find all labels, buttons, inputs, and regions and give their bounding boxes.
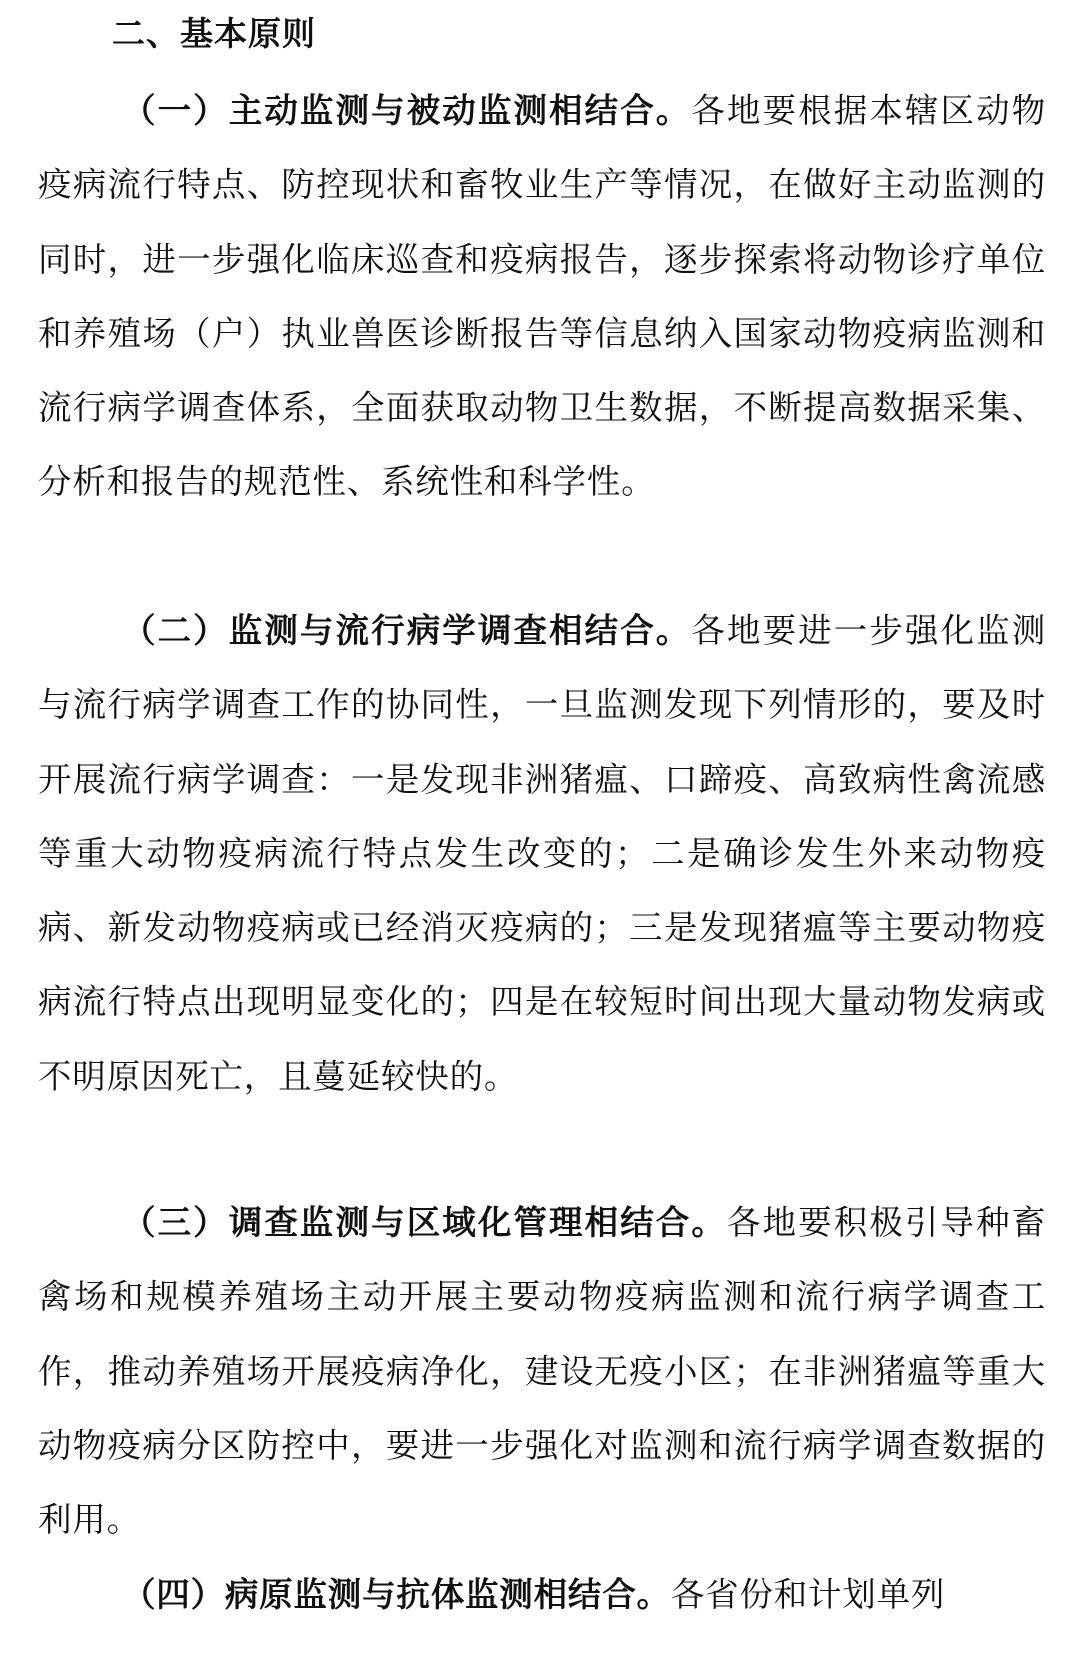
- principle-paragraph-3: [38, 1186, 1046, 1557]
- principle-body-1: 各地要根据本辖区动物疫病流行特点、防控现状和畜牧业生产等情况，在做好主动监测的同时，进一步强化临床巡查和疫病报告，逐步探索将动物诊疗单位和养殖场（户）执业兽医诊断报告等信息纳入国家动物疫病监测和流行病学调查体系，全面获取动物卫生数据，不断提高数据采集、分析和报告的规范性、系统性和科学性。: [38, 91, 1046, 502]
- principle-title-3: （三）调查监测与区域化管理相结合。: [122, 1203, 727, 1242]
- principle-body-4: 各省份和计划单列: [670, 1575, 946, 1614]
- principle-paragraph-2: [38, 594, 1046, 1114]
- principle-body-3: 各地要积极引导种畜禽场和规模养殖场主动开展主要动物疫病监测和流行病学调查工作，推动养殖场开展疫病净化，建设无疫小区；在非洲猪瘟等重大动物疫病分区防控中，要进一步强化对监测和流行病学调查数据的利用。: [38, 1203, 1046, 1540]
- principle-title-1: （一）主动监测与被动监测相结合。: [122, 91, 692, 130]
- principle-title-2: （二）监测与流行病学调查相结合。: [122, 611, 692, 650]
- section-heading: 二、基本原则: [112, 14, 316, 53]
- principle-paragraph-1: [38, 74, 1046, 520]
- principle-body-2: 各地要进一步强化监测与流行病学调查工作的协同性，一旦监测发现下列情形的，要及时开展流行病学调查：一是发现非洲猪瘟、口蹄疫、高致病性禽流感等重大动物疫病流行特点发生改变的；二是确诊发生外来动物疫病、新发动物疫病或已经消灭疫病的；三是发现猪瘟等主要动物疫病流行特点出现明显变化的；四是在较短时间出现大量动物发病或不明原因死亡，且蔓延较快的。: [38, 611, 1046, 1096]
- principle-title-4: （四）病原监测与抗体监测相结合。: [122, 1575, 671, 1614]
- principle-paragraph-4: [38, 1558, 1046, 1632]
